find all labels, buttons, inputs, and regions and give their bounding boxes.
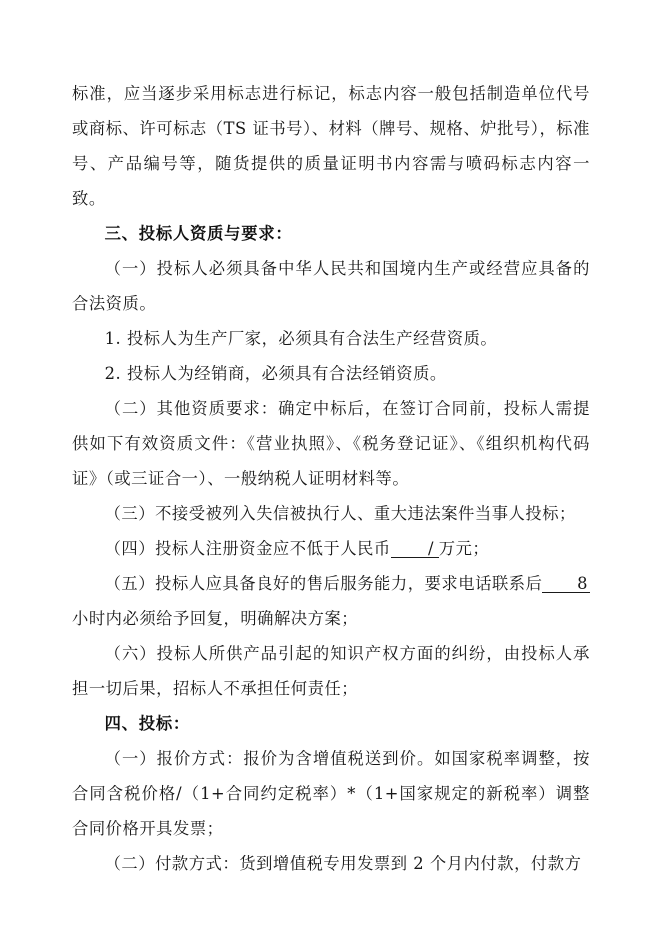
heading-section-three: 三、投标人资质与要求： (104, 224, 293, 243)
section-three-item-6: （六）投标人所供产品引起的知识产权方面的纠纷，由投标人承担一切后果，招标人不承担任何责任； (72, 644, 590, 698)
section-four-item-2: （二）付款方式：货到增值税专用发票到 2 个月内付款，付款方 (104, 854, 582, 873)
section-three-item-2: （二）其他资质要求：确定中标后，在签订合同前，投标人需提供如下有效资质文件：《营业执照》、《税务登记证》、《组织机构代码证》（或三证合一）、一般纳税人证明材料等。 (72, 399, 590, 488)
section-three-item-1-sub-1: 1. 投标人为生产厂家，必须具有合法生产经营资质。 (104, 329, 498, 348)
section-four-item-1: （一）报价方式：报价为含增值税送到价。如国家税率调整，按合同含税价格/（1+合同约定税率）*（1+国家规定的新税率）调整合同价格开具发票； (72, 749, 590, 838)
document-text-body (72, 76, 590, 881)
section-three-item-3: （三）不接受被列入失信被执行人、重大违法案件当事人投标； (104, 504, 576, 523)
section-three-item-4-text-after: 万元； (438, 539, 490, 558)
paragraph-continued-marking: 标准，应当逐步采用标志进行标记，标志内容一般包括制造单位代号或商标、许可标志（TS 证书号）、材料（牌号、规格、炉批号），标准号、产品编号等，随货提供的质量证明书内容需与喷码标志内容一致。 (72, 84, 590, 208)
section-three-item-5-text-after: 小时内必须给予回复，明确解决方案； (72, 609, 359, 628)
response-hours-blank[interactable]: 8 (542, 575, 590, 593)
section-three-item-5 (72, 566, 590, 636)
section-three-item-5-text-before: （五）投标人应具备良好的售后服务能力，要求电话联系后 (104, 574, 543, 593)
section-three-item-4-text-before: （四）投标人注册资金应不低于人民币 (104, 539, 391, 558)
section-three-item-4 (72, 531, 590, 566)
heading-section-four: 四、投标： (104, 714, 191, 733)
registered-capital-blank[interactable]: / (391, 540, 439, 558)
section-three-item-1-sub-2: 2. 投标人为经销商，必须具有合法经销资质。 (104, 364, 447, 383)
section-three-item-1: （一）投标人必须具备中华人民共和国境内生产或经营应具备的合法资质。 (72, 259, 590, 313)
